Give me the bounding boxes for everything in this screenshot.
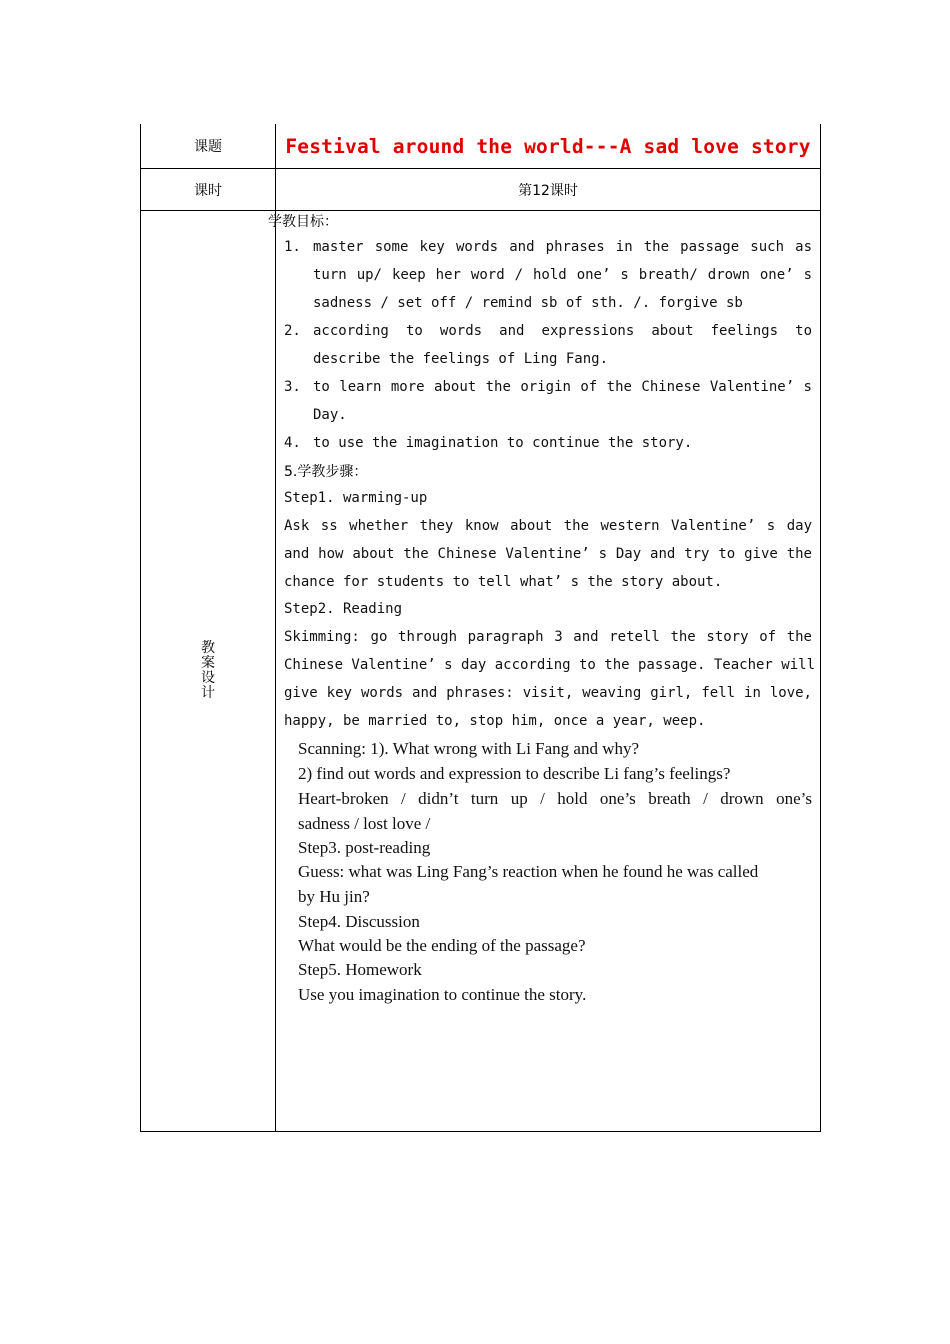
scanning-line: by Hu jin? [298, 887, 370, 906]
design-char: 教 [201, 640, 215, 656]
steps-heading: 5.学教步骤： [284, 464, 368, 480]
design-body [268, 211, 821, 1131]
scanning-line: What would be the ending of the passage? [298, 936, 586, 955]
scanning-line: Step3. post-reading [298, 838, 431, 857]
design-char: 计 [201, 685, 215, 701]
step-line: and how about the Chinese Valentine’ s Day and try to give the [284, 546, 812, 562]
scanning-line: Use you imagination to continue the story. [298, 985, 587, 1004]
design-char: 案 [201, 655, 215, 671]
objective-number: 4. [284, 435, 301, 451]
topic-label: 课题 [141, 124, 276, 169]
objective-number: 2. [284, 323, 301, 339]
period-label: 课时 [141, 169, 276, 211]
step-line: Skimming: go through paragraph 3 and retell the story of the [284, 629, 812, 645]
design-row [141, 211, 821, 1132]
objective-line: to learn more about the origin of the Chinese Valentine’ s [313, 379, 812, 395]
objective-line: turn up/ keep her word / hold one’ s breath/ drown one’ s [313, 267, 812, 283]
design-char: 设 [201, 670, 215, 686]
design-label-cell [141, 211, 276, 1132]
step-line: give key words and phrases: visit, weaving girl, fell in love, [284, 685, 812, 701]
scanning-line: 2) find out words and expression to describe Li fang’s feelings? [298, 764, 731, 783]
scanning-line: Heart-broken / didn’t turn up / hold one’s breath / drown one’s [298, 789, 812, 808]
scanning-line: sadness / lost love / [298, 814, 431, 833]
topic-row [141, 124, 821, 169]
step-title: Step1. warming-up [284, 490, 428, 506]
lesson-plan-table [140, 124, 821, 1132]
design-content [268, 211, 821, 1132]
scanning-line: Step4. Discussion [298, 912, 420, 931]
step-line: chance for students to tell what’ s the story about. [284, 574, 723, 590]
objective-line: sadness / set off / remind sb of sth. /. forgive sb [313, 295, 743, 311]
objective-number: 3. [284, 379, 301, 395]
objective-number: 1. [284, 239, 301, 255]
objective-line: Day. [313, 407, 347, 423]
objective-line: master some key words and phrases in the passage such as [313, 239, 812, 255]
step-line: Chinese Valentine’ s day according to the passage. Teacher will [284, 657, 816, 673]
topic-title: Festival around the world---A sad love story [276, 124, 821, 169]
objective-line: describe the feelings of Ling Fang. [313, 351, 609, 367]
step-line: happy, be married to, stop him, once a year, weep. [284, 713, 706, 729]
scanning-line: Scanning: 1). What wrong with Li Fang and why? [298, 739, 640, 758]
design-label [200, 641, 216, 701]
scanning-line: Guess: what was Ling Fang’s reaction when he found he was called [298, 862, 759, 881]
step-title: Step2. Reading [284, 601, 403, 617]
step-line: Ask ss whether they know about the western Valentine’ s day [284, 518, 812, 534]
period-row [141, 169, 821, 211]
objective-line: according to words and expressions about feelings to [313, 323, 812, 339]
period-value: 第12课时 [276, 169, 821, 211]
objective-line: to use the imagination to continue the story. [313, 435, 693, 451]
objectives-heading: 学教目标： [268, 214, 338, 230]
scanning-line: Step5. Homework [298, 960, 422, 979]
